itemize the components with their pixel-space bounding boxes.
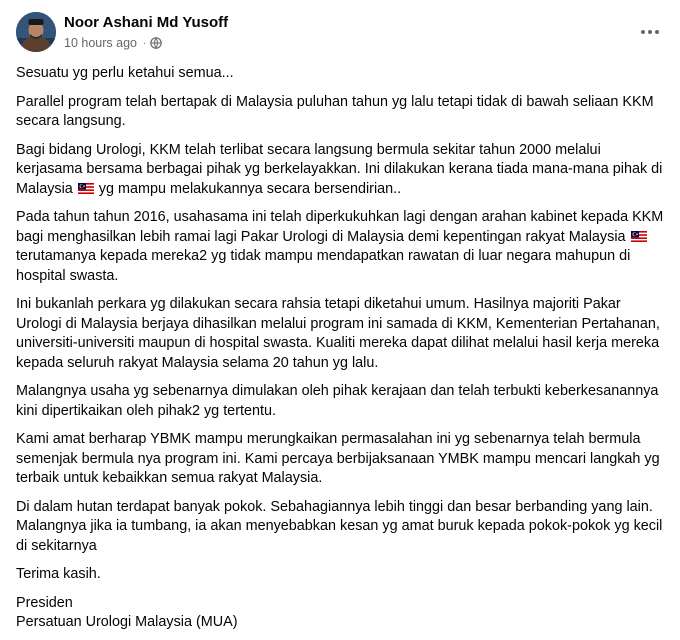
signature [16,594,666,633]
paragraph-text: Bagi bidang Urologi, KKM telah terlibat secara langsung bermula sekitar tahun 2000 melalui kerjasama bersama berbagai pihak yg berkelayakkan. Ini dilakukan kerana tiada mana-mana pihak di Malaysia [16,141,663,197]
post-body [16,64,666,633]
globe-icon[interactable] [150,37,162,49]
malaysia-flag-icon [631,231,647,242]
author-avatar[interactable] [16,12,56,52]
post-meta [64,36,162,50]
separator-dot: · [142,37,147,49]
paragraph: Terima kasih. [16,566,101,582]
paragraph: Sesuatu yg perlu ketahui semua... [16,65,234,81]
paragraph-text: terutamanya kepada mereka2 yg tidak mampu mendapatkan rawatan di luar negara mahupun di hospital swasta. [16,248,631,284]
paragraph [16,141,666,200]
malaysia-flag-icon [78,183,94,194]
paragraph: Ini bukanlah perkara yg dilakukan secara rahsia tetapi diketahui umum. Hasilnya majoriti Pakar Urologi di Malaysia berjaya dihasilkan melalui program ini samada di KKM, Kementerian Pertahanan, universiti-universiti maupun di hospital swasta. Kualiti mereka dapat dilihat melalui hasil kerja mereka kepada seluruh rakyat Malaysia selama 20 tahun yg lalu. [16,296,660,371]
paragraph-text: yg mampu melakukannya secara bersendirian.. [98,180,402,197]
paragraph-text: Pada tahun tahun 2016, usahasama ini telah diperkukuhkan lagi dengan arahan kabinet kepada KKM bagi menghasilkan lebih ramai lagi Pakar Urologi di Malaysia demi kepentingan rakyat Malaysia [16,209,664,245]
paragraph: Parallel program telah bertapak di Malaysia puluhan tahun yg lalu tetapi tidak di bawah seliaan KKM secara langsung. [16,93,654,129]
author-name[interactable]: Noor Ashani Md Yusoff [64,14,229,31]
post-timestamp[interactable]: 10 hours ago [64,36,137,50]
signature-org: Persatuan Urologi Malaysia (MUA) [16,614,238,630]
paragraph: Di dalam hutan terdapat banyak pokok. Sebahagiannya lebih tinggi dan besar berbanding yang lain. Malangnya jika ia tumbang, ia akan menyebabkan kesan yg amat buruk kepada pokok-pokok yg kecil di sekitarnya [16,498,663,554]
paragraph [16,208,666,286]
signature-title: Presiden [16,594,73,611]
paragraph: Kami amat berharap YBMK mampu merungkaikan permasalahan ini yg sebenarnya telah bermula semenjak bermula nya program ini. Kami percaya berbijaksanaan YMBK mampu mencari langkah yg terbaik untuk kebaikkan semua rakyat Malaysia. [16,431,660,486]
paragraph: Malangnya usaha yg sebenarnya dimulakan oleh pihak kerajaan dan telah terbukti keberkesanannya kini dipertikaikan oleh pihak2 yg tertentu. [16,383,659,419]
profile-photo [16,12,56,52]
more-options-icon[interactable] [636,20,664,44]
post-header [16,12,664,56]
